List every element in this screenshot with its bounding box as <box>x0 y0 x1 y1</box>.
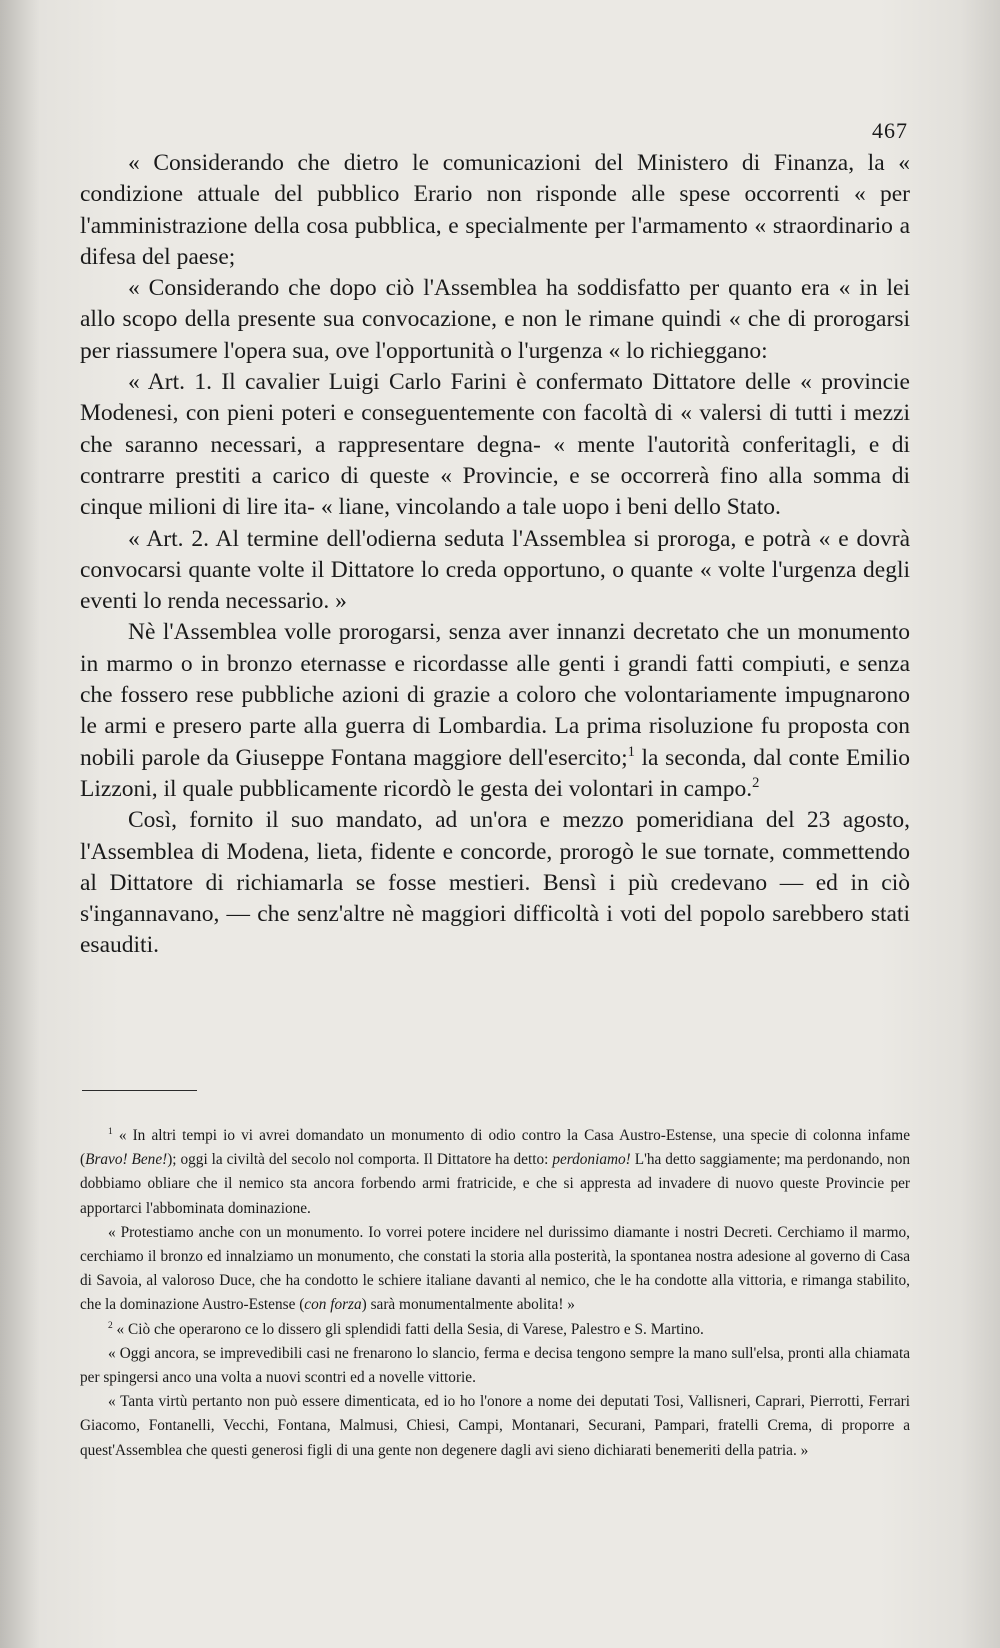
footnote-2-continued-2: « Tanta virtù pertanto non può essere dimenticata, ed io ho l'onore a nome dei deputati Tosi, Vallisneri, Caprari, Pierrotti, Ferrari Giacomo, Fontanelli, Vecchi, Fontana, Malmusi, Chiesi, Campi, Montanari, Securani, Pampari, fratelli Crema, di proporre a quest'Assemblea che questi generosi figli di una gente non degenere dagli avi sieno dichiarati benemeriti della patria. » <box>80 1393 910 1459</box>
footnote-2-continued-1: « Oggi ancora, se imprevedibili casi ne frenarono lo slancio, ferma e decisa tengono sempre la mano sull'elsa, pronti alla chiamata per spingersi anco una volta a nuovi scontri ed a novelle vittorie. <box>80 1344 910 1387</box>
footnote-1-cont-text-b: ) sarà monumentalmente abolita! » <box>361 1296 575 1314</box>
footnote-1-em-b: perdoniamo! <box>552 1151 631 1169</box>
quote-paragraph-art-1: « Art. 1. Il cavalier Luigi Carlo Farini è confermato Dittatore delle « provincie Modenesi, con pieni poteri e conseguentemente con facoltà di « valersi di tutti i mezzi che saranno necessari, a rappresentare degna- « mente l'autorità conferitagli, e di contrarre prestiti a carico di queste « Provincie, e se occorrerà fino alla somma di cinque milioni di lire ita- « liane, vincolando a tale uopo i beni dello Stato. <box>80 369 910 521</box>
footnote-2-mark: 2 <box>108 1320 113 1331</box>
main-text <box>80 148 910 962</box>
footnote-2-text: « Ciò che operarono ce lo dissero gli splendidi fatti della Sesia, di Varese, Palestro e S. Martino. <box>112 1320 704 1338</box>
footnote-ref-1: 1 <box>627 743 635 760</box>
footnote-2 <box>80 1318 910 1342</box>
footnote-1-em-a: Bravo! Bene! <box>85 1151 168 1169</box>
footnotes <box>80 1124 910 1463</box>
footnote-divider <box>82 1090 197 1091</box>
footnote-1-cont-text-a: « Protestiamo anche con un monumento. Io vorrei potere incidere nel durissimo diamante i nostri Decreti. Cerchiamo il marmo, cerchiamo il bronzo ed innalziamo un monumento, che constati la storia alla posterità, la spontanea nostra adesione al governo di Casa di Savoia, al valoroso Duce, che ha condotto le schiere italiane davanti al nemico, che le ha condotte alla vittoria, e rimanga stabilito, che la dominazione Austro-Estense ( <box>80 1223 910 1314</box>
footnote-1-text-b: ); oggi la civiltà del secolo nol comporta. Il Dittatore ha detto: <box>167 1151 553 1169</box>
footnote-1-text-c: L'ha detto saggiamente; ma perdonando, non dobbiamo obliare che il nemico sta ancora forbendo armi fratricide, e che si appresta ad invadere di nuovo queste Provincie per apportarci l'abbominata dominazione. <box>80 1151 910 1217</box>
footnote-ref-2: 2 <box>752 775 760 792</box>
footnote-1-mark: 1 <box>108 1126 113 1137</box>
quote-paragraph-considerando-1: « Considerando che dietro le comunicazioni del Ministero di Finanza, la « condizione attuale del pubblico Erario non risponde alle spese occorrenti « per l'amministrazione della cosa pubblica, e specialmente per l'armamento « straordinario a difesa del paese; <box>80 150 910 270</box>
footnote-1-text-a: « In altri tempi io vi avrei domandato un monumento di odio contro la Casa Austro-Estense, una specie di colonna infame ( <box>80 1127 910 1169</box>
paragraph-ne-part2: la seconda, dal conte Emilio Lizzoni, il quale pubblicamente ricordò le gesta dei volontari in campo. <box>80 744 911 802</box>
paragraph-cosi: Così, fornito il suo mandato, ad un'ora e mezzo pomeridiana del 23 agosto, l'Assemblea di Modena, lieta, fidente e concorde, prorogò le sue tornate, commettendo al Dittatore di richiamarla se fosse mestieri. Bensì i più credevano — ed in ciò s'ingannavano, — che senz'altre nè maggiori difficoltà i voti del popolo sarebbero stati esauditi. <box>80 807 910 959</box>
paragraph-ne-part1: Nè l'Assemblea volle prorogarsi, senza aver innanzi decretato che un monumento in marmo o in bronzo eternasse e ricordasse alle genti i grandi fatti compiuti, e senza che fossero rese pubbliche azioni di grazie a coloro che volontariamente impugnarono le armi e presero parte alla guerra di Lombardia. La prima risoluzione fu proposta con nobili parole da Giuseppe Fontana maggiore dell'esercito; <box>80 619 910 771</box>
paragraph-ne-assemblea <box>80 617 910 805</box>
footnote-1 <box>80 1124 910 1221</box>
page-number: 467 <box>872 118 908 143</box>
footnote-1-cont-em: con forza <box>304 1296 362 1314</box>
footnote-1-continued <box>80 1221 910 1318</box>
quote-paragraph-considerando-2: « Considerando che dopo ciò l'Assemblea ha soddisfatto per quanto era « in lei allo scopo della presente sua convocazione, e non le rimane quindi « che di prorogarsi per riassumere l'opera sua, ove l'opportunità o l'urgenza « lo richieggano: <box>80 275 910 364</box>
quote-paragraph-art-2: « Art. 2. Al termine dell'odierna seduta l'Assemblea si proroga, e potrà « e dovrà convocarsi quante volte il Dittatore lo creda opportuno, o quante « volte l'urgenza degli eventi lo renda necessario. » <box>80 525 910 615</box>
